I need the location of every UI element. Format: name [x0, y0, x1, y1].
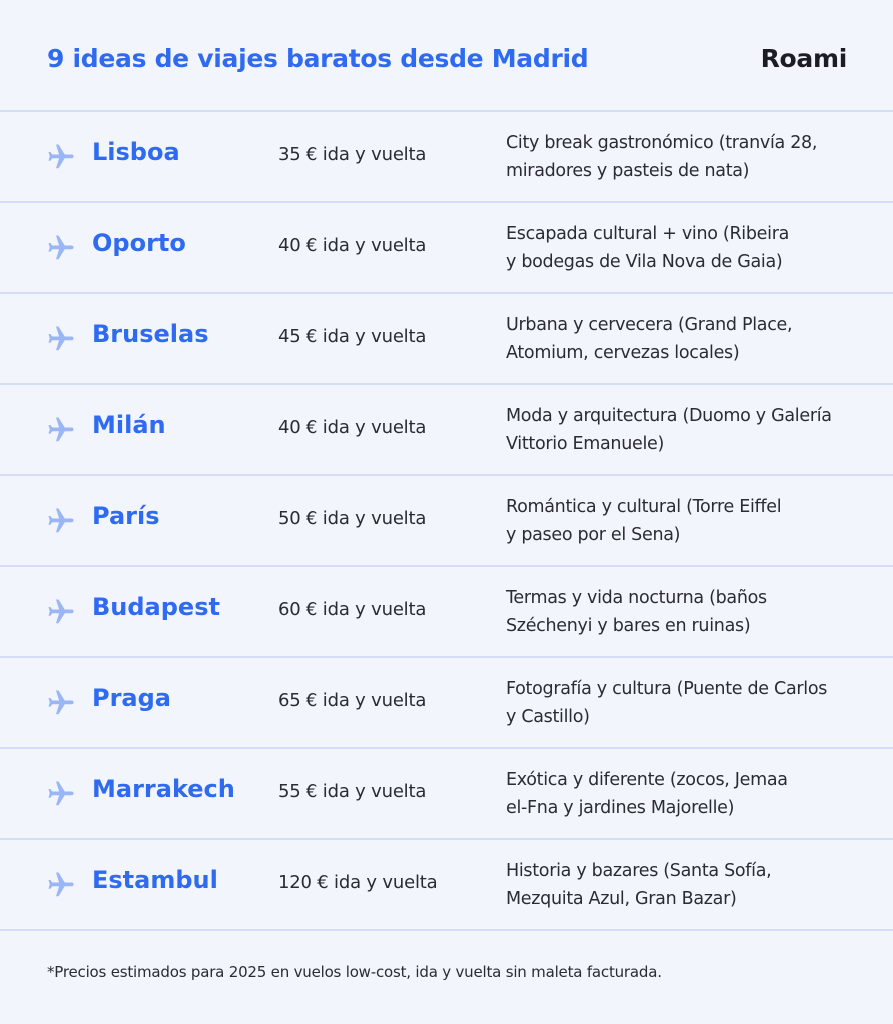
destination-city: Budapest	[92, 593, 220, 621]
description-line: Széchenyi y bares en ruinas)	[506, 616, 751, 636]
description-line: Moda y arquitectura (Duomo y Galería	[506, 406, 832, 426]
airplane-icon	[46, 142, 76, 172]
description-line: City break gastronómico (tranvía 28,	[506, 133, 818, 153]
destination-city: Bruselas	[92, 320, 209, 348]
destination-description	[506, 766, 876, 822]
description-line: Atomium, cervezas locales)	[506, 343, 740, 363]
description-line: y paseo por el Sena)	[506, 525, 681, 545]
airplane-icon	[46, 597, 76, 627]
description-line: Exótica y diferente (zocos, Jemaa	[506, 770, 788, 790]
destination-city: Marrakech	[92, 775, 235, 803]
destination-price: 40 € ida y vuelta	[278, 417, 427, 438]
destination-row	[0, 658, 893, 747]
description-line: Termas y vida nocturna (baños	[506, 588, 767, 608]
header	[0, 0, 893, 110]
row-divider	[0, 929, 893, 931]
airplane-icon	[46, 870, 76, 900]
destination-row	[0, 567, 893, 656]
destination-row	[0, 749, 893, 838]
destination-city: París	[92, 502, 160, 530]
description-line: Historia y bazares (Santa Sofía,	[506, 861, 772, 881]
destination-city: Lisboa	[92, 138, 180, 166]
destination-description	[506, 402, 876, 458]
destinations-table	[0, 110, 893, 931]
destination-row	[0, 203, 893, 292]
description-line: miradores y pasteis de nata)	[506, 161, 750, 181]
destination-description	[506, 493, 876, 549]
destination-description	[506, 675, 876, 731]
description-line: y bodegas de Vila Nova de Gaia)	[506, 252, 783, 272]
destination-price: 120 € ida y vuelta	[278, 872, 438, 893]
destination-city: Oporto	[92, 229, 186, 257]
destination-price: 45 € ida y vuelta	[278, 326, 427, 347]
destination-price: 65 € ida y vuelta	[278, 690, 427, 711]
destination-price: 55 € ida y vuelta	[278, 781, 427, 802]
destination-description	[506, 311, 876, 367]
airplane-icon	[46, 324, 76, 354]
destination-price: 50 € ida y vuelta	[278, 508, 427, 529]
destination-city: Estambul	[92, 866, 218, 894]
destination-price: 40 € ida y vuelta	[278, 235, 427, 256]
destination-description	[506, 584, 876, 640]
destination-row	[0, 294, 893, 383]
footnote: *Precios estimados para 2025 en vuelos low-cost, ida y vuelta sin maleta facturada.	[47, 963, 662, 981]
description-line: Urbana y cervecera (Grand Place,	[506, 315, 793, 335]
destination-row	[0, 476, 893, 565]
destination-city: Praga	[92, 684, 171, 712]
airplane-icon	[46, 233, 76, 263]
description-line: y Castillo)	[506, 707, 590, 727]
airplane-icon	[46, 415, 76, 445]
page-title: 9 ideas de viajes baratos desde Madrid	[47, 44, 589, 73]
airplane-icon	[46, 688, 76, 718]
airplane-icon	[46, 779, 76, 809]
destination-price: 60 € ida y vuelta	[278, 599, 427, 620]
destination-description	[506, 857, 876, 913]
destination-row	[0, 112, 893, 201]
destination-price: 35 € ida y vuelta	[278, 144, 427, 165]
description-line: Vittorio Emanuele)	[506, 434, 665, 454]
destination-row	[0, 385, 893, 474]
airplane-icon	[46, 506, 76, 536]
destination-city: Milán	[92, 411, 166, 439]
destination-description	[506, 220, 876, 276]
brand-logo: Roami	[760, 44, 847, 73]
destination-row	[0, 840, 893, 929]
description-line: el-Fna y jardines Majorelle)	[506, 798, 735, 818]
description-line: Romántica y cultural (Torre Eiffel	[506, 497, 782, 517]
description-line: Mezquita Azul, Gran Bazar)	[506, 889, 737, 909]
description-line: Fotografía y cultura (Puente de Carlos	[506, 679, 828, 699]
description-line: Escapada cultural + vino (Ribeira	[506, 224, 790, 244]
destination-description	[506, 129, 876, 185]
